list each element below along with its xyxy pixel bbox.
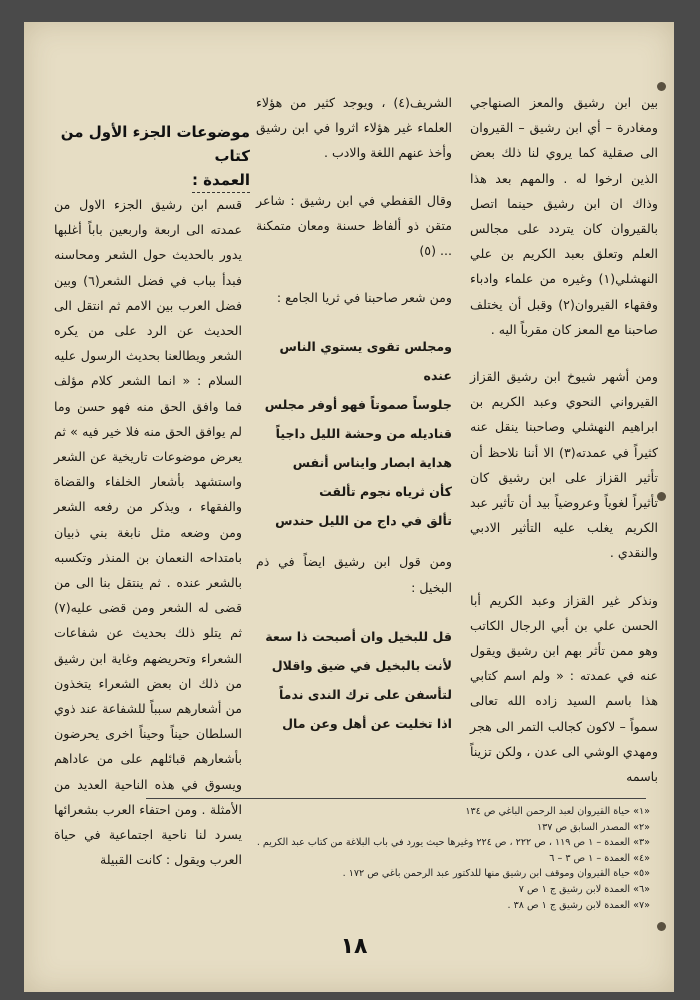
paragraph: بين ابن رشيق والمعز الصنهاجي ومغادرة – أي ابن رشيق – القيروان الى صقلية كما يروي لنا ذلك بعض الذين ارخوا له . والمهم بعد هذا وذاك ان ابن رشيق حينما اتصل بالقيروان كان يتردد على مجالس العلم وتعلق بعبد الكريم بن علي النهشلي(١) وغيره من علماء وادباء وفقهاء القيروان(٢) وقبل أن يختلف صاحبنا مع المعز كان مقرباً اليه . (470, 95, 658, 337)
footnote: «١» حياة القيروان لعبد الرحمن الباغي ص ١٣٤ (465, 806, 650, 817)
verse-line: جلوساً صموتاً فهو أوفر مجلس (264, 397, 452, 413)
middle-column (256, 90, 452, 738)
document-page (24, 22, 674, 992)
footnote: «٧» العمدة لابن رشيق ج ١ ص ٣٨ . (507, 899, 650, 911)
verse-line: كأن ثرياه نجوم تألقت (319, 484, 452, 500)
footnote: «٣» العمدة – ١ ص ١١٩ ، ص ٢٢٢ ، ص ٢٢٤ وغيرها حيث يورد في باب البلاغة من كتاب عبد الكريم . (256, 837, 650, 849)
binding-hole (657, 922, 666, 931)
verse-line: لتأسفن على ترك الندى ندماً (278, 686, 452, 702)
paragraph: ومن قول ابن رشيق ايضاً في ذم البخيل : (256, 554, 452, 595)
paragraph: ومن أشهر شيوخ ابن رشيق القزاز القيرواني النحوي وعبد الكريم بن ابراهيم النهشلي وصاحبنا ينقل عنه كثيراً في عمدته(٣) الا أننا نلاحظ أن تأثير القزاز على ابن رشيق كان تأثيراً لغوياً وعروضياً بيد أن تأثير عبد الكريم يغلب عليه التأثير الادبي والنقدي . (470, 369, 658, 561)
footnote: «٥» حياة القيروان وموقف ابن رشيق منها للدكتور عبد الرحمن باغي ص ١٧٢ . (342, 868, 650, 880)
page-number: ١٨ (340, 934, 368, 959)
paragraph: ومن شعر صاحبنا في ثريا الجامع : (276, 290, 452, 306)
footnote: «٢» المصدر السابق ص ١٣٧ (536, 821, 650, 833)
paragraph: ونذكر غير القزاز وعبد الكريم أبا الحسن علي بن أبي الرجال الكاتب وهو ممن تأثر بهم ابن رشيق ويقول عنه في عمدته : « ولم اسم كتابي هذا باسم السيد زاده الله تعالى سمواً – لاكون كجالب التمر الى هجر ومهدي الوشي الى عدن ، ولكن تزيناً باسمه (470, 592, 658, 785)
footnotes (94, 804, 650, 913)
heading-line: العمدة : (192, 168, 250, 193)
verse-line: لأنت بالبخيل في ضيق واقلال (271, 657, 452, 673)
paragraph: وقال القفطي في ابن رشيق : شاعر متقن ذو ألفاظ حسنة ومعان متمكنة ... (٥) (256, 192, 452, 259)
binding-hole (657, 82, 666, 91)
poem (256, 332, 452, 535)
heading-line: موضوعات الجزء الأول من كتاب (60, 123, 250, 165)
paragraph: الشريف(٤) ، ويوجد كثير من هؤلاء العلماء غير هؤلاء اثروا في ابن رشيق وأخذ عنهم اللغة والادب . (256, 95, 452, 161)
verse-line: ومجلس تقوى يستوي الناس عنده (279, 339, 452, 384)
footnote-divider (146, 798, 646, 799)
verse-line: قل للبخيل وان أصبحت ذا سعة (265, 628, 452, 644)
paragraph: قسم ابن رشيق الجزء الاول من عمدته الى اربعة واربعين باباً أغلبها يدور بالحديث حول الشعر ومحاسنه فبدأ بباب في فضل الشعر(٦) وبين فضل العرب بين الامم ثم انتقل الى الحديث عن الرد على من يكره الشعر ويطالعنا بحديث الرسول عليه السلام : « انما الشعر كلام مؤلف فما وافق الحق منه فهو حسن وما لم يوافق الحق منه فلا خير فيه » ثم يعرض موضوعات تاريخية عن الشعر واستشهد بأشعار الخلفاء والقضاة والفقهاء ، ويذكر من رفعه الشعر ومن وضعه مثل نابغة بني ذبيان بامتداحه النعمان بن المنذر وتكسبه بالشعر عنده . ثم ينتقل بنا الى من قضى له الشعر ومن قضى عليه(٧) ثم يتلو ذلك بحديث عن شفاعات الشعراء وتحريضهم وغاية ابن رشيق من ذلك ان بعض الشعراء يتخذون من أشعارهم سبباً للشفاعة عند ذوي السلطان حيناً وحيناً اخرى يحرضون بأشعارهم قبائلهم على من عاداهم ويسوق في هذه الناحية العديد من الأمثلة . ومن احتفاء العرب بشعرائها يسرد لنا ناحية اجتماعية في حياة العرب ويقول : كانت القبيلة (54, 197, 243, 868)
footnote: «٤» العمدة – ١ ص ٣ – ٦ (549, 852, 650, 864)
binding-hole (657, 492, 666, 501)
verse-line: تألق في داج من الليل حندس (275, 513, 452, 529)
right-column (470, 90, 658, 797)
footnote: «٦» العمدة لابن رشيق ج ١ ص ٧ (518, 883, 650, 895)
verse-line: هداية ابصار وايناس أنفس (292, 455, 452, 471)
section-heading (54, 120, 250, 193)
poem (256, 622, 452, 738)
verse-line: اذا تخليت عن أهل وعن مال (282, 715, 452, 731)
verse-line: قناديله من وحشة الليل داجياً (275, 426, 452, 442)
left-column (54, 192, 242, 880)
